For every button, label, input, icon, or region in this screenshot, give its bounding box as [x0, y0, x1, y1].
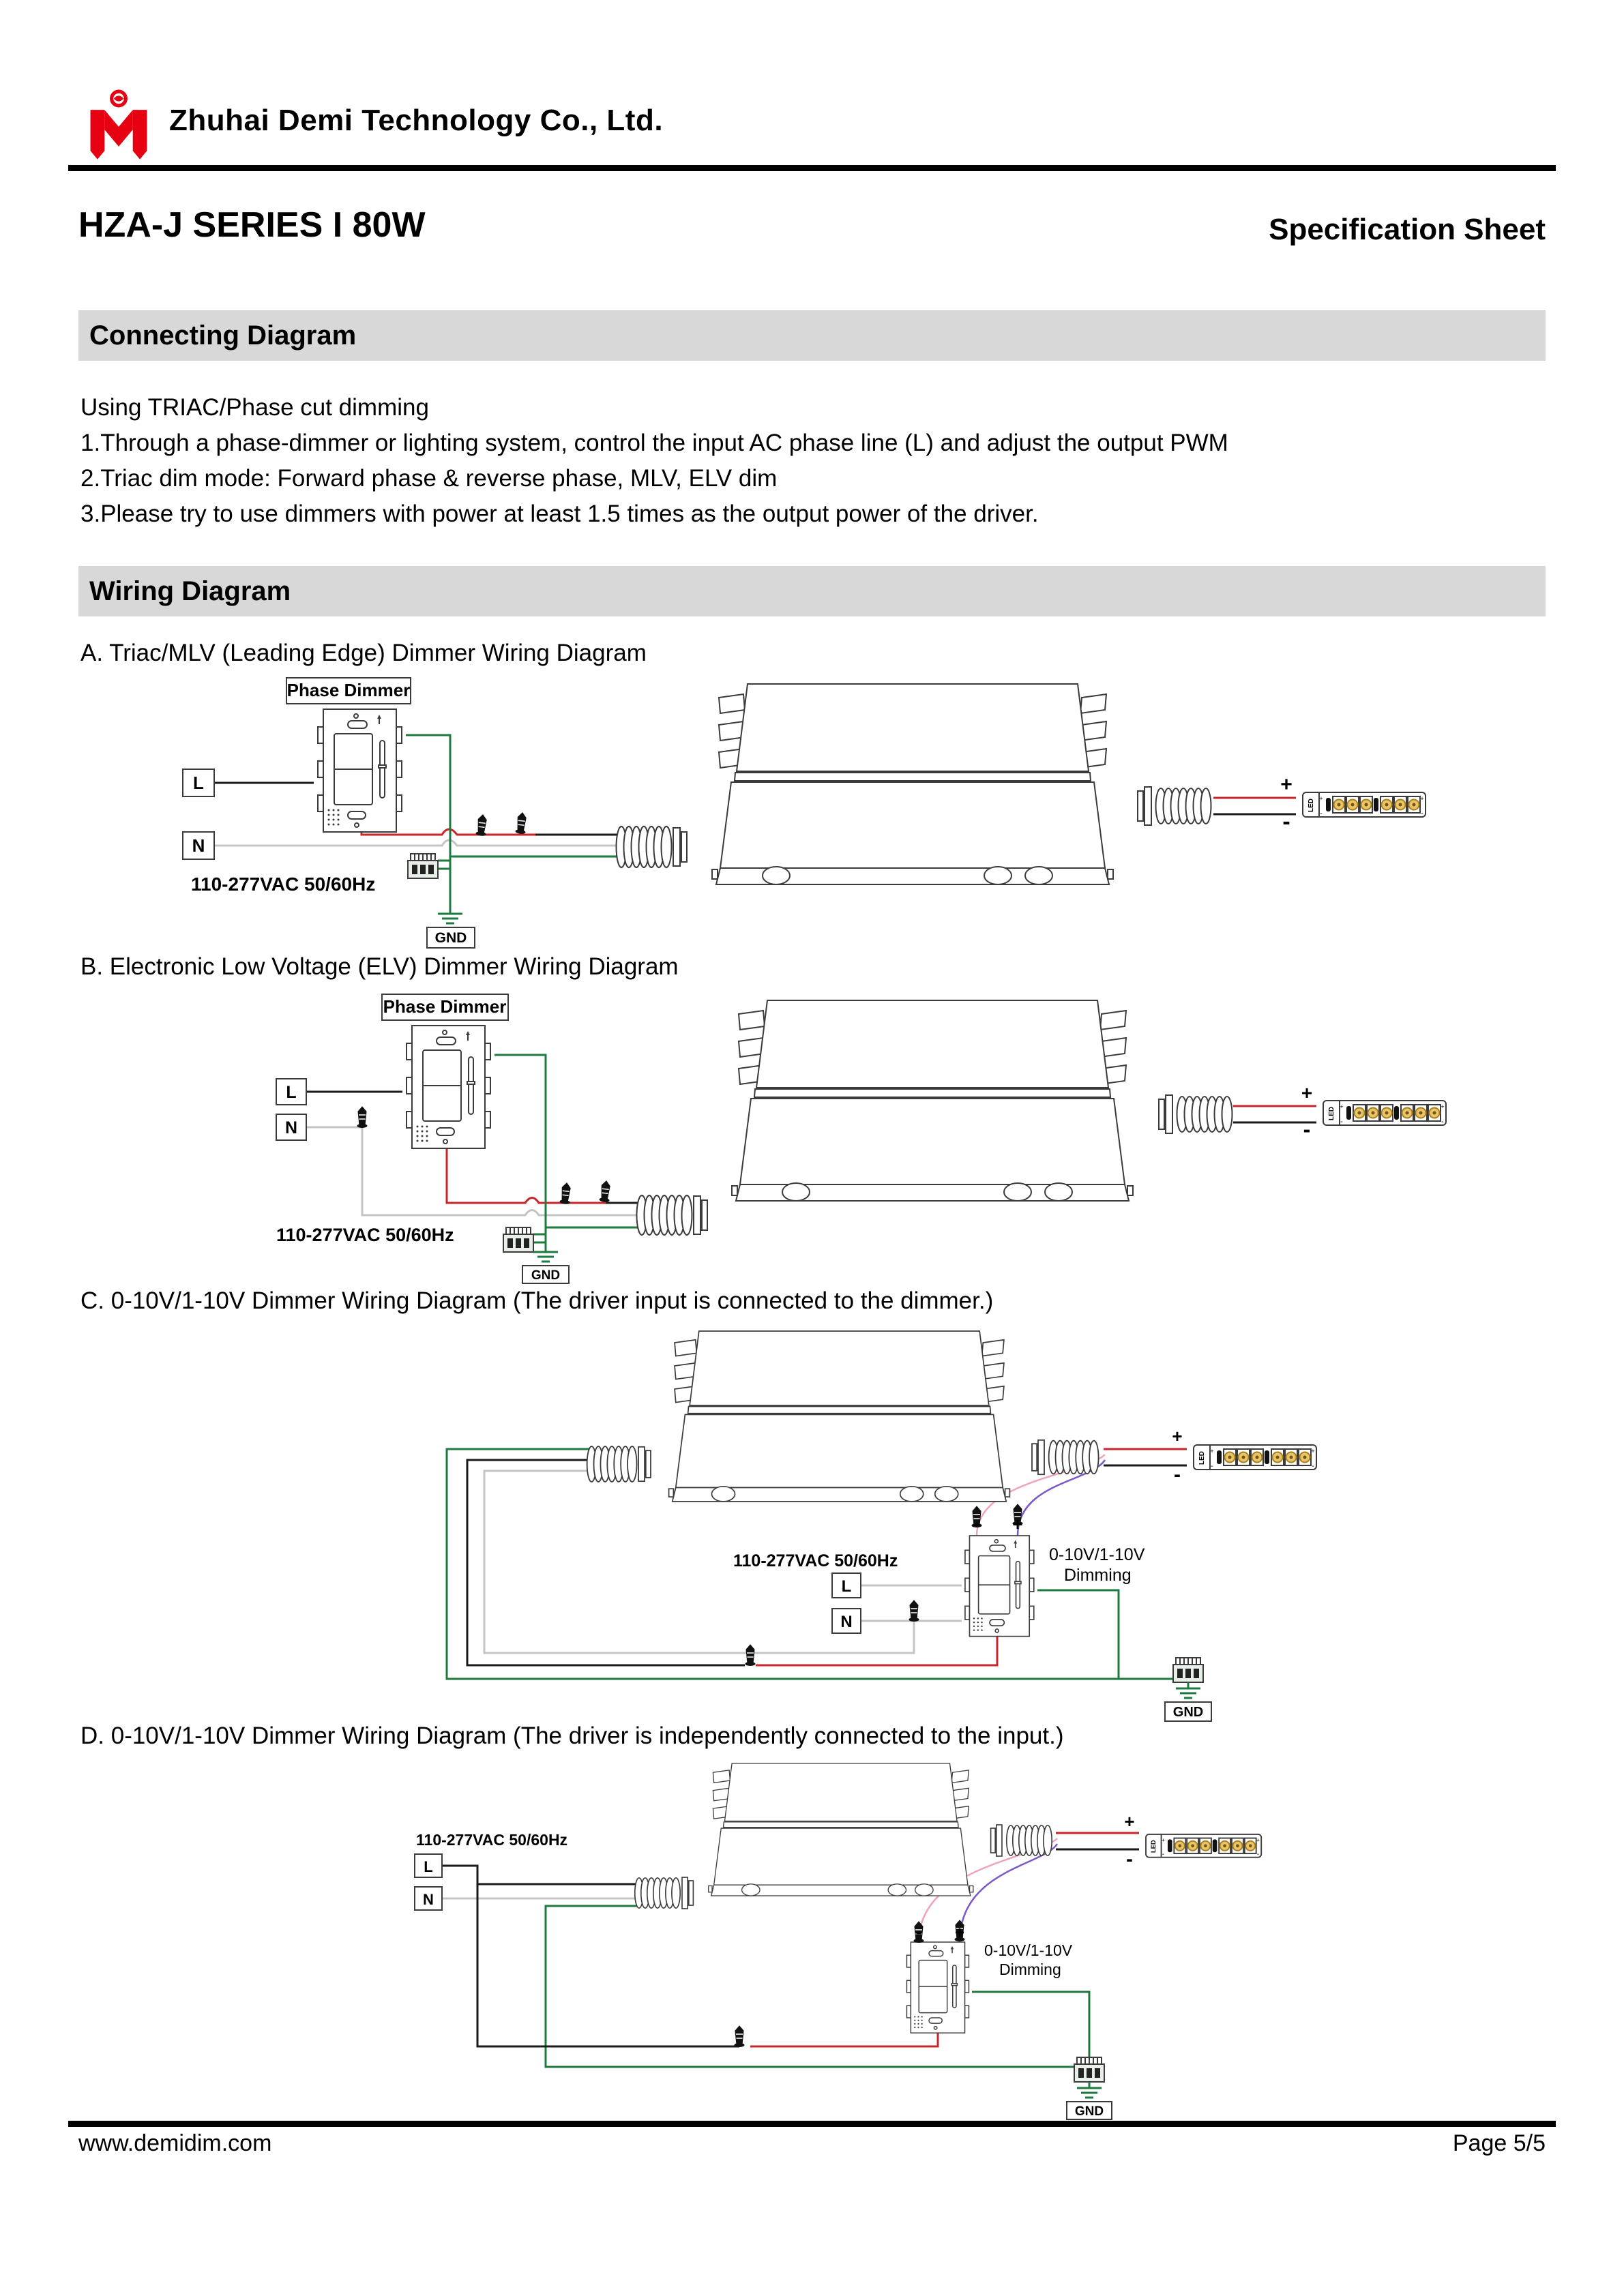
section-header-wiring-diagram: Wiring Diagram [78, 566, 1546, 616]
wire-nut [735, 2026, 745, 2047]
diagram-b-heading: B. Electronic Low Voltage (ELV) Dimmer Wiring Diagram [80, 953, 679, 980]
diagram-c-heading: C. 0-10V/1-10V Dimmer Wiring Diagram (The driver input is connected to the dimmer.) [80, 1287, 994, 1314]
dimmer-feed-black-wire [477, 1884, 739, 2046]
neutral-wire [214, 840, 622, 846]
output-plus-label: + [1172, 1426, 1183, 1446]
note-line: 3.Please try to use dimmers with power at least 1.5 times as the output power of the driver. [80, 501, 1039, 527]
diagram-a-triac-mlv [95, 674, 1555, 950]
svg-text:+: + [1210, 1448, 1214, 1455]
gnd-label: GND [531, 1268, 561, 1283]
output-conduit [1156, 788, 1211, 824]
output-plus-label: + [1124, 1811, 1135, 1832]
earth-ground-symbol [533, 1252, 558, 1262]
diagram-b-elv [95, 990, 1555, 1283]
input-conduit-locknut [682, 1877, 693, 1909]
ground-terminal-block [503, 1227, 533, 1252]
output-minus-label: - [1174, 1463, 1181, 1486]
neutral-label: N [423, 1891, 434, 1908]
svg-text:-: - [1441, 1118, 1444, 1126]
voltage-label: 110-277VAC 50/60Hz [416, 1831, 568, 1849]
svg-text:-: - [1312, 1462, 1314, 1470]
earth-ground-symbol [438, 914, 462, 923]
input-conduit [617, 826, 672, 867]
output-conduit-locknut [1159, 1095, 1172, 1133]
dimming-type-label-line2: Dimming [1064, 1566, 1132, 1585]
svg-text:LED: LED [1308, 799, 1315, 812]
ground-wire [546, 1906, 1089, 2067]
phase-dimmer-label: Phase Dimmer [383, 996, 507, 1017]
svg-text:+: + [1420, 795, 1424, 802]
svg-text:-: - [1320, 809, 1323, 818]
wire-nut [909, 1600, 919, 1622]
note-line: 2.Triac dim mode: Forward phase & reverse phase, MLV, ELV dim [80, 465, 778, 492]
output-minus-label: - [1126, 1848, 1133, 1870]
dim-minus-label: - [973, 1512, 980, 1535]
line-label: L [193, 773, 204, 793]
ground-wire [406, 735, 450, 914]
neutral-label: N [840, 1613, 853, 1631]
output-conduit-locknut [1138, 787, 1151, 825]
output-conduit [1049, 1441, 1099, 1474]
earth-ground-symbol [1077, 2088, 1102, 2098]
output-conduit [1007, 1825, 1052, 1855]
footer-rule [68, 2121, 1556, 2127]
neutral-label: N [284, 1118, 298, 1137]
neutral-label: N [192, 835, 205, 856]
svg-text:-: - [1211, 1462, 1213, 1470]
input-conduit-locknut [673, 828, 687, 866]
phase-dimmer-label: Phase Dimmer [286, 680, 411, 700]
dimmed-hot-wire [756, 1637, 997, 1665]
live-wire [442, 1866, 640, 1884]
zero-ten-volt-dimmer-device [965, 1536, 1034, 1637]
wire-nut [357, 1107, 368, 1128]
note-line: Using TRIAC/Phase cut dimming [80, 394, 429, 421]
dimming-type-label-line1: 0-10V/1-10V [984, 1941, 1073, 1959]
footer-website: www.demidim.com [78, 2130, 272, 2156]
output-conduit-locknut [991, 1825, 1002, 1856]
output-plus-label: + [1280, 773, 1293, 796]
zero-ten-volt-dimmer-device [906, 1942, 969, 2033]
input-conduit [637, 1195, 692, 1235]
input-conduit [635, 1878, 680, 1908]
svg-text:+: + [1319, 795, 1323, 802]
svg-text:-: - [1421, 809, 1423, 818]
connecting-notes [80, 390, 1228, 532]
wire-nut [599, 1180, 611, 1202]
led-driver [712, 684, 1113, 884]
svg-text:+: + [1161, 1836, 1165, 1844]
phase-dimmer-device [407, 1026, 490, 1148]
dimmer-ground-wire [972, 1992, 1089, 2057]
dimming-type-label-line1: 0-10V/1-10V [1049, 1545, 1145, 1564]
phase-dimmer-device [318, 709, 402, 832]
wire-nut [745, 1645, 756, 1666]
note-line: 1.Through a phase-dimmer or lighting system, control the input AC phase line (L) and adjust the output PWM [80, 430, 1228, 456]
diagram-d-heading: D. 0-10V/1-10V Dimmer Wiring Diagram (The driver is independently connected to the input.) [80, 1723, 1064, 1749]
ground-terminal-block [408, 854, 438, 878]
svg-text:LED: LED [1198, 1451, 1206, 1465]
ground-block-stubs [438, 861, 450, 869]
dimmed-hot-wire [447, 1148, 606, 1203]
dim-minus-label: - [915, 1921, 922, 1942]
led-driver [669, 1331, 1010, 1502]
led-driver [709, 1763, 973, 1896]
svg-text:LED: LED [1328, 1107, 1335, 1120]
output-conduit [1177, 1097, 1232, 1132]
dimming-type-label-line2: Dimming [999, 1960, 1061, 1978]
ground-block-stubs [533, 1234, 546, 1242]
dimmer-ground-wire [1037, 1590, 1119, 1679]
input-conduit-locknut [638, 1447, 651, 1481]
line-label: L [424, 1858, 433, 1875]
output-minus-label: - [1303, 1117, 1311, 1142]
dim-plus-label: + [954, 1924, 965, 1942]
gnd-label: GND [1172, 1705, 1204, 1720]
input-conduit [587, 1446, 637, 1482]
doc-type-title: Specification Sheet [1269, 213, 1546, 246]
output-plus-label: + [1301, 1082, 1313, 1103]
ground-terminal-block [1074, 2057, 1104, 2082]
svg-text:+: + [1340, 1103, 1344, 1110]
input-conduit-locknut [694, 1196, 707, 1234]
header-rule [68, 165, 1556, 171]
svg-text:+: + [1441, 1103, 1445, 1110]
svg-text:+: + [1256, 1836, 1260, 1844]
voltage-label: 110-277VAC 50/60Hz [733, 1551, 898, 1570]
dimmer-feed-red-wire [750, 2033, 938, 2046]
svg-text:-: - [1162, 1850, 1165, 1858]
diagram-c-0-10v-through-dimmer [95, 1324, 1555, 1720]
product-title: HZA-J SERIES I 80W [78, 205, 426, 245]
line-label: L [841, 1577, 852, 1596]
wire-nut [475, 814, 488, 836]
earth-ground-symbol [1176, 1688, 1200, 1698]
company-logo [83, 89, 154, 168]
gnd-label: GND [434, 930, 467, 946]
svg-text:LED: LED [1149, 1840, 1157, 1853]
svg-text:-: - [1256, 1850, 1260, 1858]
wire-nut [559, 1182, 572, 1204]
gnd-label: GND [1074, 2104, 1104, 2119]
svg-text:-: - [1340, 1118, 1343, 1126]
output-conduit-locknut [1032, 1440, 1044, 1474]
wire-nut [515, 812, 527, 834]
diagram-a-heading: A. Triac/MLV (Leading Edge) Dimmer Wiring Diagram [80, 640, 647, 666]
dim-plus-label: + [1012, 1514, 1023, 1534]
section-header-connecting-diagram: Connecting Diagram [78, 310, 1546, 361]
output-minus-label: - [1282, 809, 1290, 835]
ground-wire [494, 1055, 546, 1252]
svg-text:+: + [1311, 1448, 1315, 1455]
diagram-d-0-10v-independent [95, 1757, 1555, 2119]
company-name: Zhuhai Demi Technology Co., Ltd. [169, 104, 664, 137]
voltage-label: 110-277VAC 50/60Hz [276, 1225, 454, 1245]
voltage-label: 110-277VAC 50/60Hz [191, 874, 376, 895]
ground-terminal-block [1173, 1658, 1203, 1682]
footer-page-number: Page 5/5 [1452, 2130, 1546, 2156]
led-driver [732, 1000, 1133, 1201]
line-label: L [286, 1083, 297, 1102]
